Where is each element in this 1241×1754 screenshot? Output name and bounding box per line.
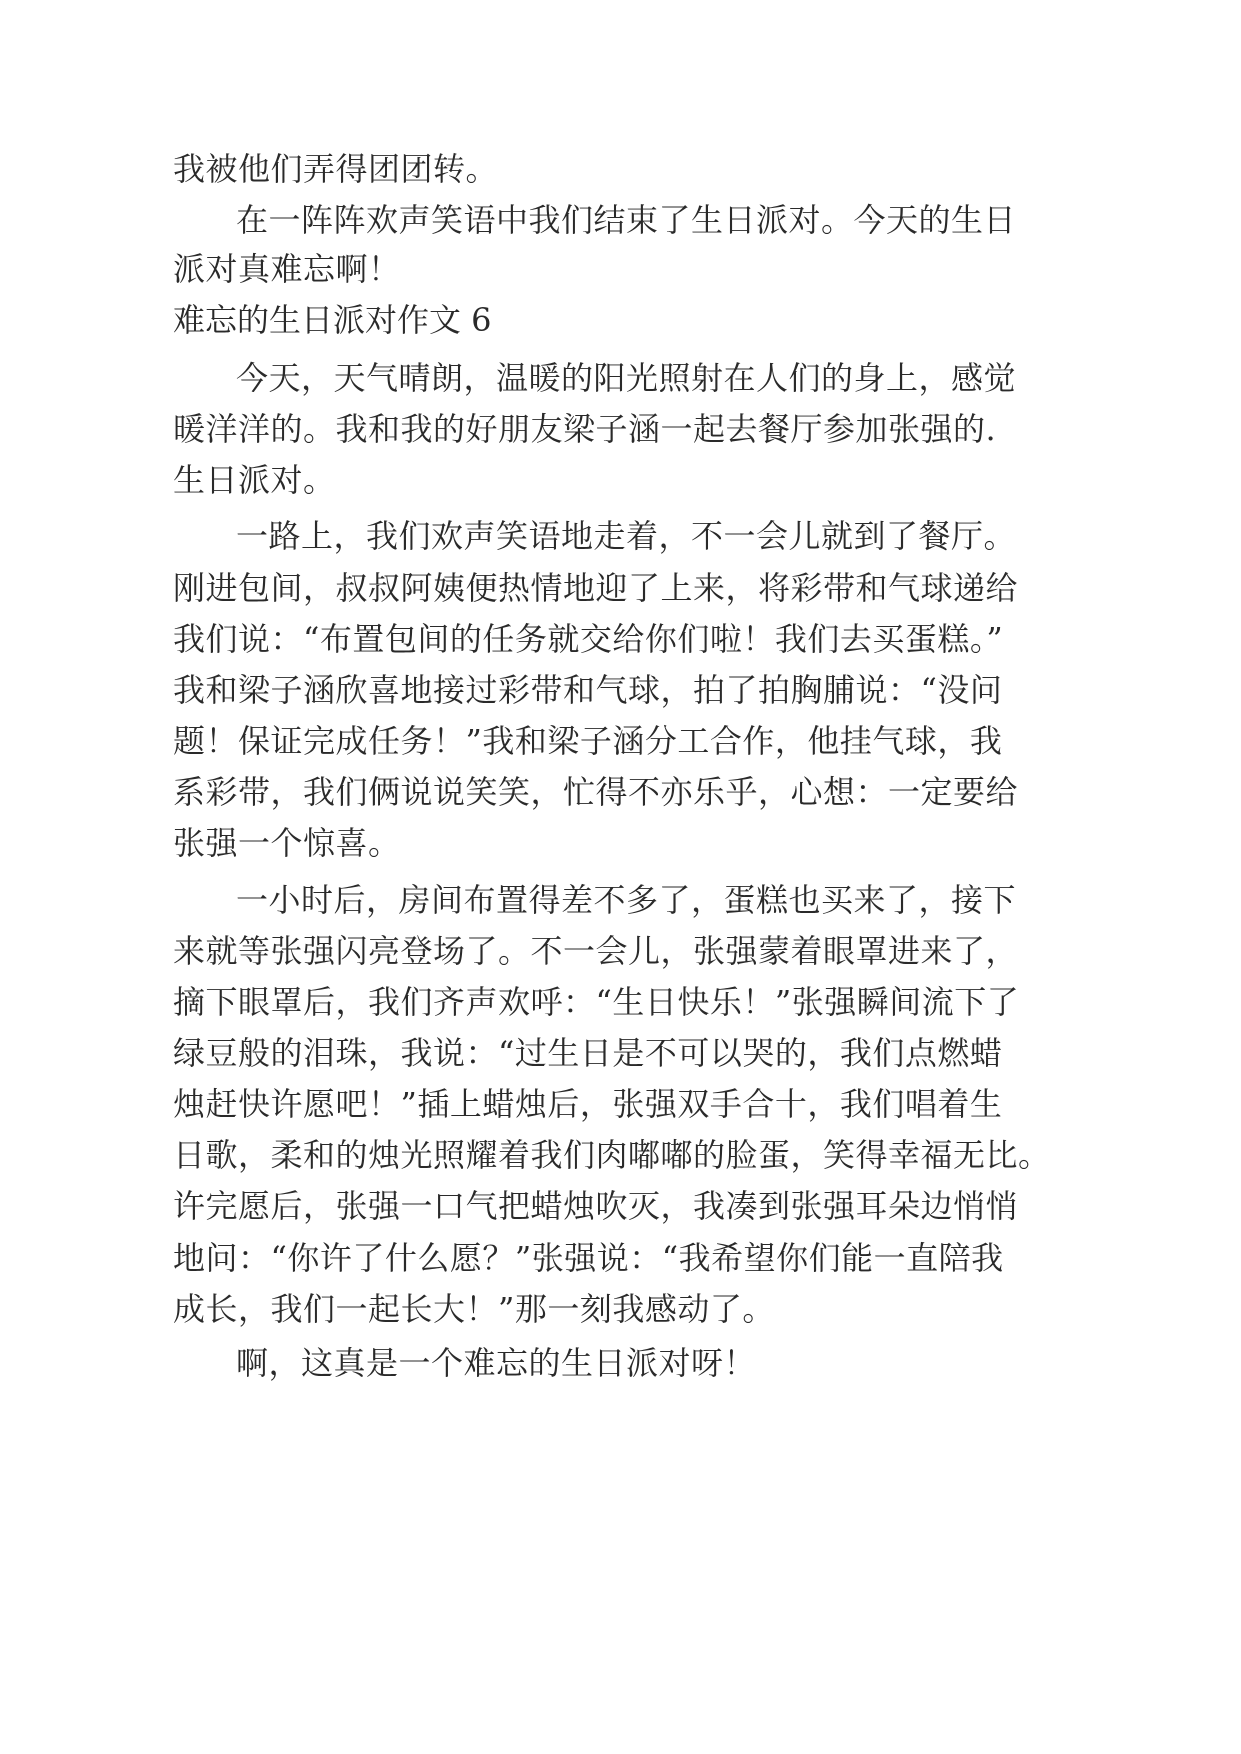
text-line: 生日派对。 <box>173 461 336 499</box>
text-line: 张强一个惊喜。 <box>173 824 401 862</box>
text-line: 我和梁子涵欣喜地接过彩带和气球，拍了拍胸脯说：“没问 <box>173 671 1003 709</box>
text-line: 成长，我们一起长大！”那一刻我感动了。 <box>173 1290 775 1328</box>
text-line: 许完愿后，张强一口气把蜡烛吹灭，我凑到张强耳朵边悄悄 <box>173 1187 1019 1225</box>
text-line: 派对真难忘啊！ <box>173 250 401 288</box>
text-line: 刚进包间，叔叔阿姨便热情地迎了上来，将彩带和气球递给 <box>173 569 1019 607</box>
paragraph-first-line: 在一阵阵欢声笑语中我们结束了生日派对。今天的生日 <box>236 201 1017 239</box>
paragraph-first-line: 一路上，我们欢声笑语地走着，不一会儿就到了餐厅。 <box>236 517 1017 555</box>
section-heading: 难忘的生日派对作文 6 <box>173 301 492 339</box>
text-line: 绿豆般的泪珠，我说：“过生日是不可以哭的，我们点燃蜡 <box>173 1034 1003 1072</box>
paragraph-first-line: 一小时后，房间布置得差不多了，蛋糕也买来了，接下 <box>236 881 1017 919</box>
text-line: 来就等张强闪亮登场了。不一会儿，张强蒙着眼罩进来了， <box>173 932 1019 970</box>
text-line: 题！保证完成任务！”我和梁子涵分工合作，他挂气球，我 <box>173 722 1003 760</box>
text-line: 摘下眼罩后，我们齐声欢呼：“生日快乐！”张强瞬间流下了 <box>173 983 1020 1021</box>
paragraph-first-line: 啊，这真是一个难忘的生日派对呀！ <box>236 1344 757 1382</box>
text-line: 烛赶快许愿吧！”插上蜡烛后，张强双手合十，我们唱着生 <box>173 1085 1003 1123</box>
text-line: 日歌，柔和的烛光照耀着我们肉嘟嘟的脸蛋，笑得幸福无比。 <box>173 1136 1051 1174</box>
text-line: 系彩带，我们俩说说笑笑，忙得不亦乐乎，心想：一定要给 <box>173 773 1019 811</box>
text-line: 我被他们弄得团团转。 <box>173 150 499 188</box>
text-line: 地问：“你许了什么愿？”张强说：“我希望你们能一直陪我 <box>173 1239 1004 1277</box>
paragraph-first-line: 今天，天气晴朗，温暖的阳光照射在人们的身上，感觉 <box>236 359 1017 397</box>
text-line: 暖洋洋的。我和我的好朋友梁子涵一起去餐厅参加张强的. <box>173 410 997 448</box>
text-line: 我们说：“布置包间的任务就交给你们啦！我们去买蛋糕。” <box>173 620 1004 658</box>
